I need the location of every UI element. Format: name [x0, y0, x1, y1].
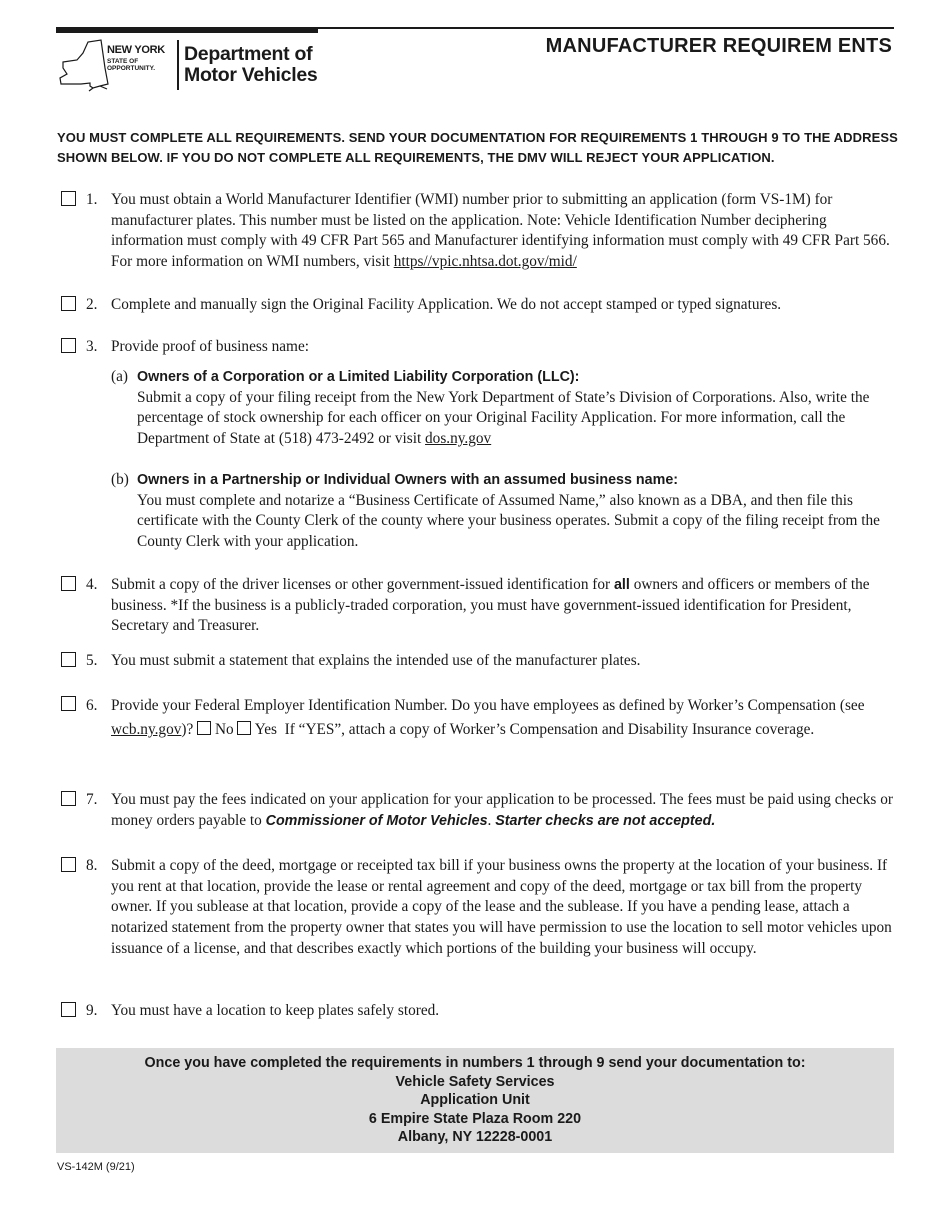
logo-bar — [56, 28, 318, 33]
requirement-9-checkbox[interactable] — [61, 1002, 76, 1017]
agency-name: Department of Motor Vehicles — [184, 43, 318, 86]
requirement-4-checkbox[interactable] — [61, 576, 76, 591]
requirement-7-checkbox[interactable] — [61, 791, 76, 806]
requirement-6-checkbox[interactable] — [61, 696, 76, 711]
requirement-3b: (b) Owners in a Partnership or Individual Owners with an assumed business name: You must complete and notarize a “Business Certificate of Assumed Name,” also known as a DBA, and then file this certificate with the County Clerk of the county where your business operates. Submit a copy of the filing receipt from the County Clerk with your application. — [111, 470, 895, 553]
wcb-link[interactable]: wcb.ny.gov — [111, 721, 182, 738]
address-city: Albany, NY 12228-0001 — [397, 1129, 553, 1145]
requirement-3a-heading: Owners of a Corporation or a Limited Liability Corporation (LLC): — [137, 369, 580, 385]
requirement-7: 7. You must pay the fees indicated on your application for your application to be processed. The fees must be paid using checks or money orders payable to Commissioner of Motor Vehicles. Starter checks are not accepted. — [60, 790, 896, 831]
wmi-link[interactable]: https//vpic.nhtsa.dot.gov/mid/ — [393, 253, 577, 271]
state-logo-text: NEW YORK — [107, 44, 165, 56]
mailing-address-box — [56, 1048, 894, 1153]
new-york-state-map-icon — [57, 38, 109, 93]
address-department: Vehicle Safety Services — [395, 1073, 555, 1090]
requirement-8-checkbox[interactable] — [61, 857, 76, 872]
requirement-1-checkbox[interactable] — [61, 191, 76, 206]
requirement-5: 5. You must submit a statement that explains the intended use of the manufacturer plates. — [60, 651, 896, 672]
requirement-2: 2. Complete and manually sign the Original Facility Application. We do not accept stamped or typed signatures. — [60, 295, 896, 316]
requirement-3a: (a) Owners of a Corporation or a Limited Liability Corporation (LLC): Submit a copy of your filing receipt from the New York Department of State’s Division of Corporations. Also, write the percentage of stock ownership for each officer on your Original Facility Application. For more information, call the Department of State at (518) 473-2492 or visit dos.ny.gov — [111, 367, 895, 450]
page-title: MANUFACTURER REQUIREM ENTS — [545, 35, 892, 57]
requirement-3-checkbox[interactable] — [61, 338, 76, 353]
requirement-2-checkbox[interactable] — [61, 296, 76, 311]
dos-link[interactable]: dos.ny.gov — [425, 430, 492, 448]
intro-instructions: YOU MUST COMPLETE ALL REQUIREMENTS. SEND YOUR DOCUMENTATION FOR REQUIREMENTS 1 THROUGH 9 TO THE ADDRESS SHOWN BELOW. IF YOU DO NOT COMPLETE ALL REQUIREMENTS, THE DMV WILL REJECT YOUR APPLICATION. — [57, 130, 898, 165]
requirement-9: 9. You must have a location to keep plates safely stored. — [60, 1001, 896, 1022]
employees-yes-checkbox[interactable] — [237, 721, 251, 735]
requirement-1: 1. You must obtain a World Manufacturer Identifier (WMI) number prior to submitting an application (form VS-1M) for manufacturer plates. This number must be listed on the application. Note: Vehicle Identification Number deciphering information must comply with 49 CFR Part 565 and Manufacturer identifying information must comply with 49 CFR Part 566. For more information on WMI numbers, visit https//vpic.nhtsa.dot.gov/mid/ — [60, 190, 896, 273]
requirement-4: 4. Submit a copy of the driver licenses or other government-issued identification for all owners and officers or members of the business. *If the business is a publicly-traded corporation, you must have government-issued identification for President, Secretary and Treasurer. — [60, 575, 896, 637]
address-street: 6 Empire State Plaza Room 220 — [368, 1110, 582, 1127]
starter-checks-warning: Starter checks are not accepted. — [495, 812, 716, 829]
requirement-3: 3. Provide proof of business name: — [60, 337, 896, 358]
requirement-6: 6. Provide your Federal Employer Identification Number. Do you have employees as defined by Worker’s Compensation (see wcb.ny.gov)? No Yes If “YES”, attach a copy of Worker’s Compensation and Disability Insurance coverage. — [60, 694, 896, 742]
address-unit: Application Unit — [420, 1092, 530, 1108]
form-code: VS-142M (9/21) — [57, 1161, 135, 1173]
requirement-3b-heading: Owners in a Partnership or Individual Owners with an assumed business name: — [137, 472, 679, 488]
logo-divider — [177, 40, 179, 90]
payee-name: Commissioner of Motor Vehicles — [265, 812, 488, 829]
address-intro: Once you have completed the requirements in numbers 1 through 9 send your documentation to: — [144, 1055, 806, 1071]
requirement-8: 8. Submit a copy of the deed, mortgage or receipted tax bill if your business owns the property at the location of your business. If you rent at that location, provide the lease or rental agreement and copy of the deed, mortgage or tax bill from the property owner. If you sublease at that location, provide a copy of the lease and the sublease. If you have a pending lease, attach a notarized statement from the property owner that states you will have permission to use the location to sell motor vehicles upon issuance of a license, and that describes exactly which portions of the building your business will occupy. — [60, 856, 896, 960]
requirement-5-checkbox[interactable] — [61, 652, 76, 667]
employees-no-checkbox[interactable] — [197, 721, 211, 735]
state-logo-subtext: STATE OF OPPORTUNITY. — [107, 58, 156, 72]
